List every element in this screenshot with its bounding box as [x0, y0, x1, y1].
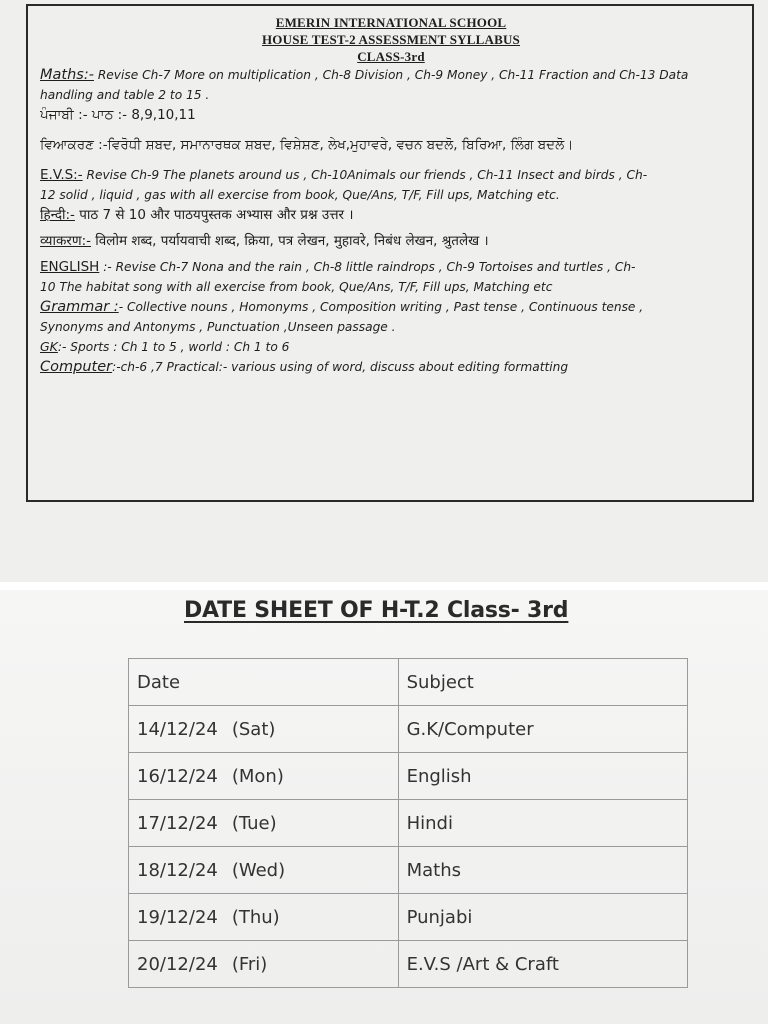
- evs-label: E.V.S:-: [40, 167, 83, 183]
- hindi-line: [40, 205, 742, 225]
- grammar-line-1: [40, 297, 742, 317]
- english-line-1: [40, 257, 742, 277]
- photo-divider: [0, 582, 768, 590]
- day-value: (Tue): [231, 812, 277, 834]
- english-text-1: :- Revise Ch-7 Nona and the rain , Ch-8 little raindrops , Ch-9 Tortoises and turtles , Ch-: [99, 260, 636, 274]
- day-value: (Fri): [231, 953, 268, 975]
- gk-label: GK: [40, 339, 58, 354]
- evs-line-1: [40, 165, 742, 185]
- grammar-line-2: Synonyms and Antonyms , Punctuation ,Unseen passage .: [40, 320, 396, 334]
- computer-text: :-ch-6 ,7 Practical:- various using of word, discuss about editing formatting: [112, 360, 569, 374]
- class-label: CLASS-3rd: [357, 49, 425, 64]
- table-row: [129, 894, 688, 941]
- header-subject: Subject: [398, 659, 687, 706]
- english-label: ENGLISH: [40, 259, 100, 275]
- table-row: [129, 941, 688, 988]
- maths-text-1: Revise Ch-7 More on multiplication , Ch-8 Division , Ch-9 Money , Ch-11 Fraction and Ch-13 Data: [93, 68, 689, 82]
- table-header-row: [129, 659, 688, 706]
- day-value: (Mon): [231, 765, 284, 787]
- subject-cell: E.V.S /Art & Craft: [398, 941, 687, 988]
- date-cell: [129, 753, 399, 800]
- hindi-label: हिन्दी:-: [40, 207, 75, 223]
- subject-cell: Maths: [398, 847, 687, 894]
- evs-line-2: 12 solid , liquid , gas with all exercise from book, Que/Ans, T/F, Fill ups, Matching etc.: [40, 188, 560, 202]
- maths-line-2: handling and table 2 to 15 .: [40, 88, 210, 102]
- date-value: 16/12/24: [137, 765, 218, 787]
- date-value: 17/12/24: [137, 812, 218, 834]
- subject-cell: Hindi: [398, 800, 687, 847]
- date-cell: [129, 706, 399, 753]
- date-sheet-title: DATE SHEET OF H-T.2 Class- 3rd: [184, 598, 569, 623]
- punjabi-grammar-text: ਵਿਆਕਰਣ :-ਵਿਰੋਧੀ ਸ਼ਬਦ, ਸਮਾਨਾਰਥਕ ਸ਼ਬਦ, ਵਿਸ਼ੇਸ਼ਣ, ਲੇਖ,ਮੁਹਾਵਰੇ, ਵਚਨ ਬਦਲੋ, ਬਿਰਿਆ, ਲਿੰਗ ਬਦਲੋ।: [40, 137, 574, 153]
- gk-line: [40, 337, 742, 357]
- day-value: (Wed): [231, 859, 286, 881]
- day-value: (Sat): [231, 718, 276, 740]
- date-sheet-table: [128, 658, 688, 988]
- hindi-text: पाठ 7 से 10 और पाठयपुस्तक अभ्यास और प्रश्न उत्तर ।: [74, 207, 354, 223]
- maths-label: Maths:-: [40, 67, 94, 83]
- table-row: [129, 800, 688, 847]
- date-cell: [129, 800, 399, 847]
- date-value: 19/12/24: [137, 906, 218, 928]
- punjabi-line: [40, 105, 742, 125]
- maths-line-1: [40, 65, 742, 85]
- header-date: Date: [129, 659, 399, 706]
- school-name: EMERIN INTERNATIONAL SCHOOL: [275, 15, 507, 30]
- date-value: 18/12/24: [137, 859, 218, 881]
- date-sheet-photo: [0, 590, 768, 1024]
- date-cell: [129, 941, 399, 988]
- punjabi-label: ਪੰਜਾਬੀ :-: [40, 107, 88, 123]
- syllabus-title: HOUSE TEST-2 ASSESSMENT SYLLABUS: [262, 32, 520, 47]
- computer-line: [40, 357, 742, 377]
- date-cell: [129, 894, 399, 941]
- gk-text: :- Sports : Ch 1 to 5 , world : Ch 1 to 6: [57, 340, 290, 354]
- hindi-grammar-line: [40, 231, 742, 251]
- subject-cell: Punjabi: [398, 894, 687, 941]
- evs-text-1: Revise Ch-9 The planets around us , Ch-10Animals our friends , Ch-11 Insect and birds , Ch-: [82, 168, 648, 182]
- punjabi-grammar-line: [40, 135, 742, 155]
- date-value: 14/12/24: [137, 718, 218, 740]
- subject-cell: G.K/Computer: [398, 706, 687, 753]
- date-cell: [129, 847, 399, 894]
- table-row: [129, 847, 688, 894]
- hindi-grammar-text: विलोम शब्द, पर्यायवाची शब्द, क्रिया, पत्र लेखन, मुहावरे, निबंध लेखन, श्रुतलेख ।: [91, 233, 489, 249]
- hindi-grammar-label: व्याकरण:-: [40, 233, 92, 249]
- table-row: [129, 753, 688, 800]
- syllabus-box: [26, 4, 754, 502]
- computer-label: Computer: [40, 359, 113, 375]
- subject-cell: English: [398, 753, 687, 800]
- english-line-2: 10 The habitat song with all exercise from book, Que/Ans, T/F, Fill ups, Matching etc: [40, 280, 553, 294]
- date-value: 20/12/24: [137, 953, 218, 975]
- grammar-label: Grammar :: [40, 299, 119, 315]
- day-value: (Thu): [231, 906, 280, 928]
- grammar-text-1: - Collective nouns , Homonyms , Composition writing , Past tense , Continuous tense ,: [118, 300, 644, 314]
- table-row: [129, 706, 688, 753]
- punjabi-text: ਪਾਠ :- 8,9,10,11: [87, 107, 196, 123]
